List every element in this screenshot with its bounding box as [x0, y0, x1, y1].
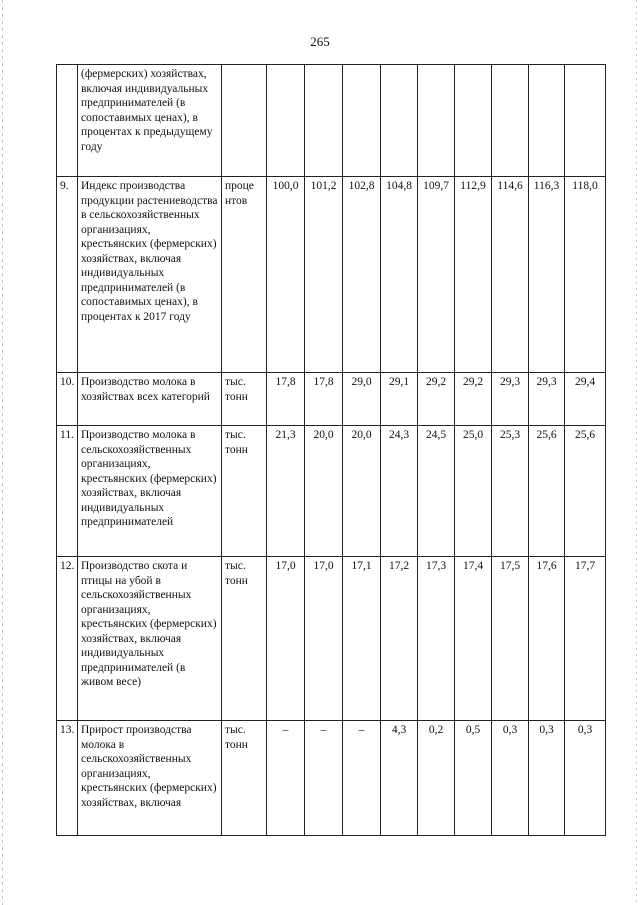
value-cell: 29,0 — [343, 373, 381, 426]
unit-of-measure: тыс. тонн — [222, 721, 267, 836]
indicator-name: Прирост производства молока в сельскохозяйственных организациях, крестьянских (фермерских) хозяйствах, включая — [78, 721, 222, 836]
value-cell: 17,0 — [305, 557, 343, 721]
value-cell — [492, 65, 529, 177]
value-cell — [381, 65, 418, 177]
value-cell: 17,8 — [267, 373, 305, 426]
scan-edge-right — [636, 0, 637, 905]
value-cell: 17,8 — [305, 373, 343, 426]
value-cell: 0,3 — [529, 721, 565, 836]
indicators-table — [56, 64, 606, 836]
value-cell: 100,0 — [267, 177, 305, 373]
value-cell — [418, 65, 455, 177]
value-cell: 17,3 — [418, 557, 455, 721]
table-row — [57, 177, 606, 373]
row-number — [57, 65, 78, 177]
value-cell: 25,3 — [492, 426, 529, 557]
indicator-name: Производство молока в сельскохозяйственных организациях, крестьянских (фермерских) хозяйствах, включая индивидуальных предпринимателей — [78, 426, 222, 557]
value-cell: 4,3 — [381, 721, 418, 836]
value-cell: 104,8 — [381, 177, 418, 373]
value-cell — [267, 65, 305, 177]
value-cell: 29,2 — [418, 373, 455, 426]
table-row — [57, 65, 606, 177]
indicator-name: (фермерских) хозяйствах, включая индивидуальных предпринимателей (в сопоставимых ценах), в процентах к предыдущему году — [78, 65, 222, 177]
value-cell: 25,6 — [529, 426, 565, 557]
unit-of-measure: тыс. тонн — [222, 557, 267, 721]
value-cell: 21,3 — [267, 426, 305, 557]
value-cell: 17,0 — [267, 557, 305, 721]
value-cell: 24,3 — [381, 426, 418, 557]
value-cell: 17,1 — [343, 557, 381, 721]
value-cell: 29,3 — [529, 373, 565, 426]
value-cell: 29,4 — [565, 373, 606, 426]
value-cell: 17,7 — [565, 557, 606, 721]
value-cell — [529, 65, 565, 177]
value-cell: 114,6 — [492, 177, 529, 373]
value-cell: 20,0 — [343, 426, 381, 557]
row-number: 10. — [57, 373, 78, 426]
row-number: 9. — [57, 177, 78, 373]
table-row — [57, 721, 606, 836]
value-cell — [305, 65, 343, 177]
value-cell — [343, 65, 381, 177]
value-cell: 102,8 — [343, 177, 381, 373]
unit-of-measure: тыс. тонн — [222, 426, 267, 557]
table-row — [57, 426, 606, 557]
value-cell: 0,2 — [418, 721, 455, 836]
value-cell: 101,2 — [305, 177, 343, 373]
value-cell: – — [343, 721, 381, 836]
value-cell: 29,1 — [381, 373, 418, 426]
value-cell: 109,7 — [418, 177, 455, 373]
table-row — [57, 373, 606, 426]
value-cell: 29,3 — [492, 373, 529, 426]
row-number: 11. — [57, 426, 78, 557]
unit-of-measure: тыс. тонн — [222, 373, 267, 426]
table-row — [57, 557, 606, 721]
value-cell: 0,5 — [455, 721, 492, 836]
value-cell: 20,0 — [305, 426, 343, 557]
value-cell: 24,5 — [418, 426, 455, 557]
value-cell — [455, 65, 492, 177]
value-cell: 118,0 — [565, 177, 606, 373]
value-cell: 0,3 — [565, 721, 606, 836]
value-cell: 25,6 — [565, 426, 606, 557]
indicator-name: Индекс производства продукции растениеводства в сельскохозяйственных организациях, крестьянских (фермерских) хозяйствах, включая индивидуальных предпринимателей (в сопоставимых ценах), в процентах к 2017 году — [78, 177, 222, 373]
value-cell: 17,5 — [492, 557, 529, 721]
value-cell: – — [267, 721, 305, 836]
value-cell — [565, 65, 606, 177]
indicator-name: Производство скота и птицы на убой в сельскохозяйственных организациях, крестьянских (фермерских) хозяйствах, включая индивидуальных предпринимателей (в живом весе) — [78, 557, 222, 721]
value-cell: 0,3 — [492, 721, 529, 836]
unit-of-measure: проце нтов — [222, 177, 267, 373]
scan-edge-left — [2, 0, 3, 905]
value-cell: 17,2 — [381, 557, 418, 721]
value-cell: 116,3 — [529, 177, 565, 373]
value-cell: 17,4 — [455, 557, 492, 721]
row-number: 12. — [57, 557, 78, 721]
value-cell: 29,2 — [455, 373, 492, 426]
value-cell: 17,6 — [529, 557, 565, 721]
row-number: 13. — [57, 721, 78, 836]
unit-of-measure — [222, 65, 267, 177]
value-cell: – — [305, 721, 343, 836]
page-number: 265 — [310, 34, 330, 49]
indicator-name: Производство молока в хозяйствах всех категорий — [78, 373, 222, 426]
value-cell: 25,0 — [455, 426, 492, 557]
value-cell: 112,9 — [455, 177, 492, 373]
